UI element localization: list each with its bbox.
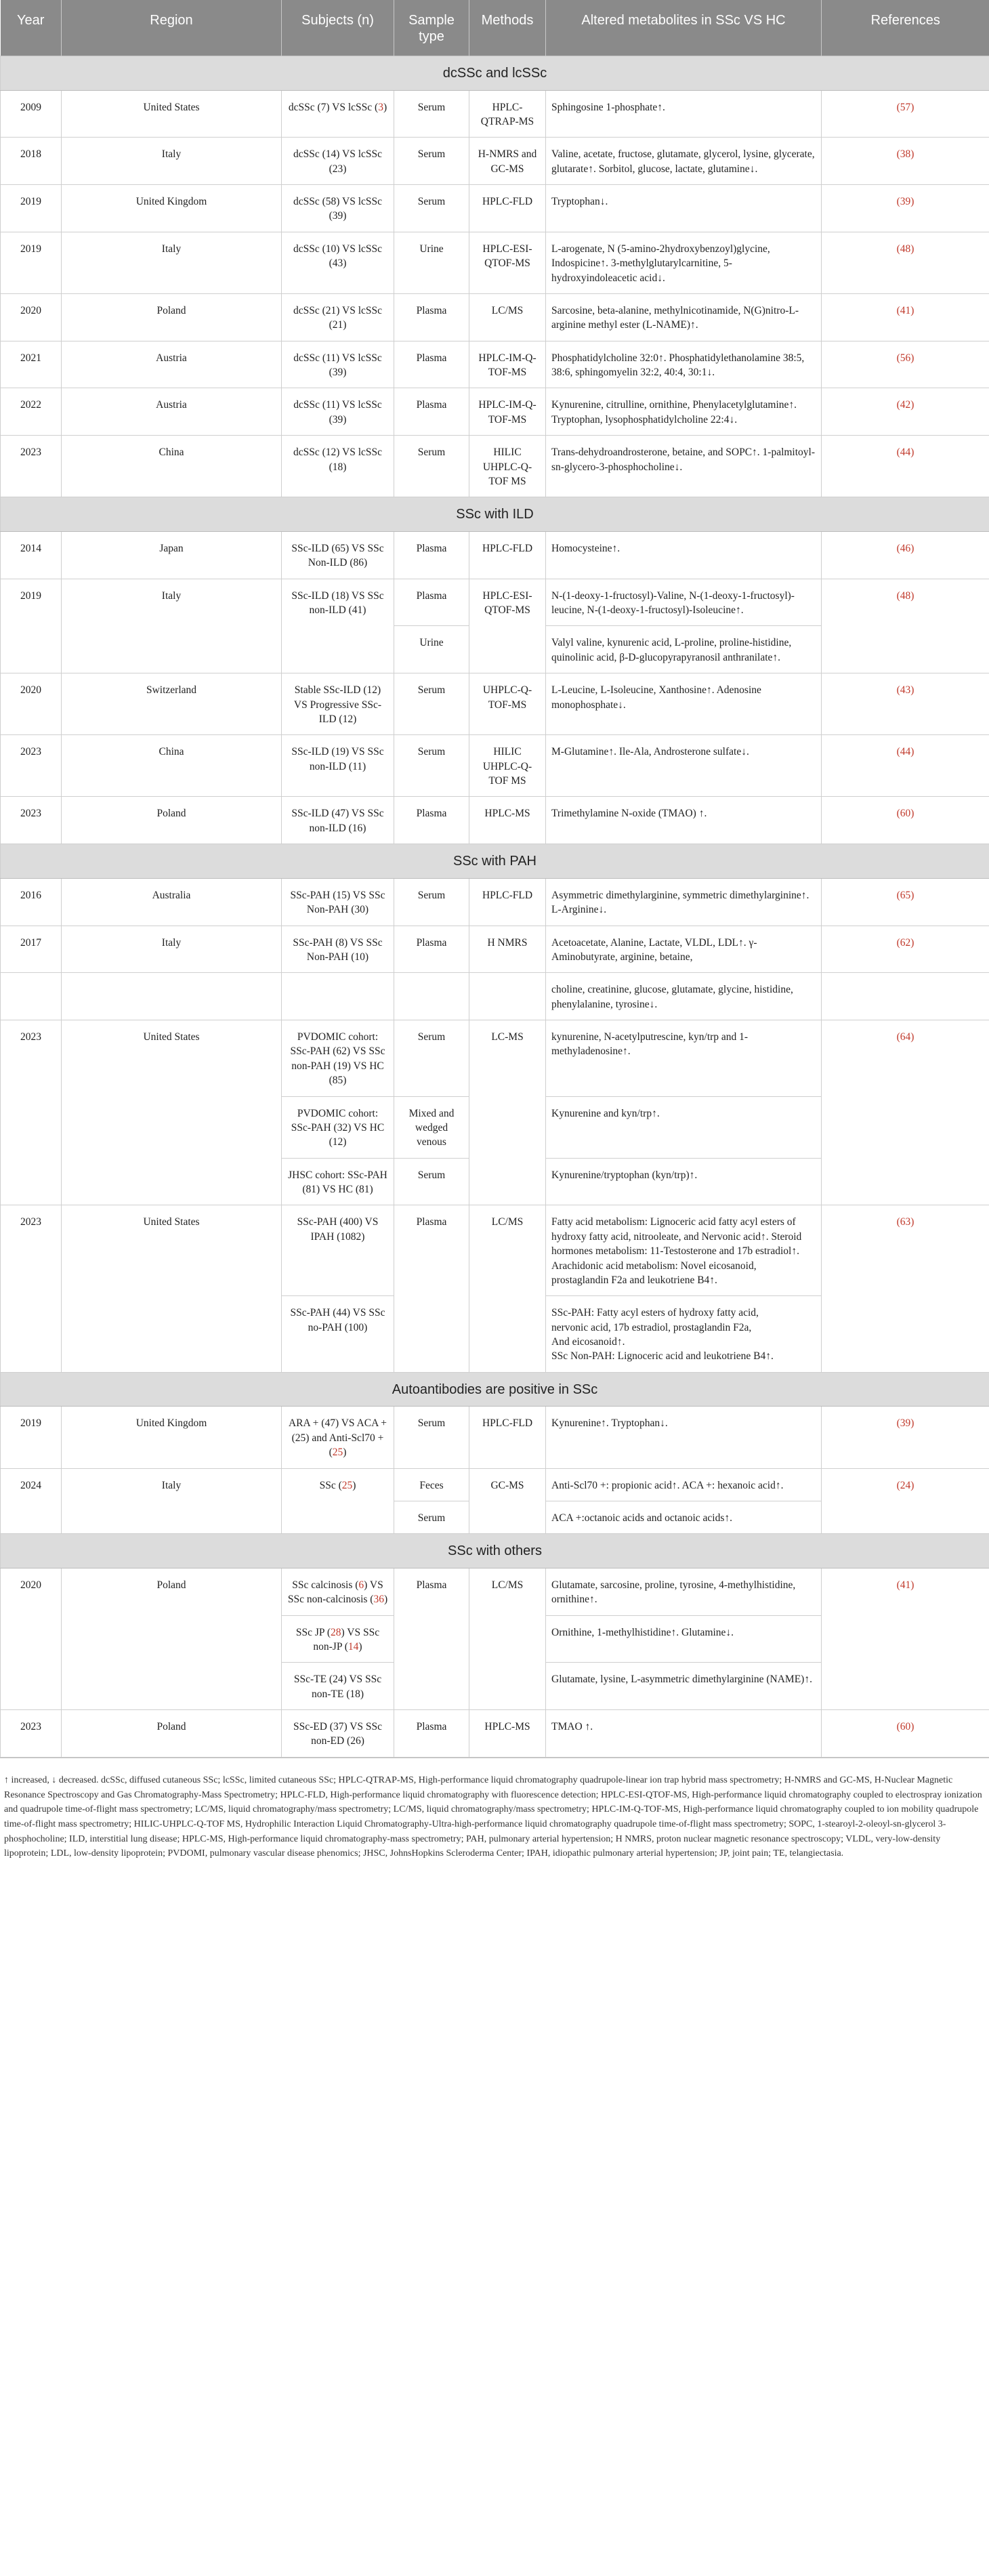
cell-methods: HPLC-FLD (469, 1407, 546, 1468)
table-row (1, 388, 989, 436)
section-title: SSc with PAH (1, 844, 989, 879)
cell-reference (822, 185, 989, 232)
section-title: SSc with ILD (1, 497, 989, 532)
cell-reference (822, 90, 989, 138)
cell-subjects: SSc-PAH (15) VS SSc Non-PAH (30) (282, 878, 394, 926)
cell-altered: TMAO ↑. (546, 1710, 822, 1758)
cell-year: 2020 (1, 293, 62, 341)
cell-year: 2021 (1, 341, 62, 388)
cell-year: 2020 (1, 1568, 62, 1709)
section-title: dcSSc and lcSSc (1, 56, 989, 91)
cell-reference (822, 1468, 989, 1534)
cell-empty (822, 973, 989, 1020)
subjects-text: SSc calcinosis ( (292, 1579, 359, 1591)
cell-sample: Serum (394, 185, 469, 232)
cell-sample: Plasma (394, 388, 469, 436)
section-row (1, 497, 989, 532)
cell-region: Austria (62, 388, 282, 436)
cell-altered: L-arogenate, N (5-amino-2hydroxybenzoyl)glycine, Indospicine↑. 3-methylglutarylcarnitine, 5-hydroxyindoleacetic acid↓. (546, 232, 822, 293)
cell-methods: HPLC-ESI-QTOF-MS (469, 232, 546, 293)
cell-region: Italy (62, 579, 282, 673)
reference-link[interactable]: (57) (896, 101, 914, 113)
reference-link[interactable]: (24) (896, 1479, 914, 1491)
cell-region: Poland (62, 1710, 282, 1758)
cell-reference (822, 531, 989, 579)
section-row (1, 1372, 989, 1407)
cell-subjects: JHSC cohort: SSc-PAH (81) VS HC (81) (282, 1158, 394, 1205)
cell-empty (394, 973, 469, 1020)
cell-year: 2023 (1, 1710, 62, 1758)
cell-sample: Feces (394, 1468, 469, 1501)
reference-link[interactable]: (44) (896, 746, 914, 758)
cell-methods: HPLC-MS (469, 797, 546, 844)
cell-year: 2024 (1, 1468, 62, 1534)
table-row (1, 579, 989, 626)
cell-altered: Anti-Scl70 +: propionic acid↑. ACA +: hexanoic acid↑. (546, 1468, 822, 1501)
reference-link[interactable]: (60) (896, 808, 914, 820)
table-row (1, 138, 989, 185)
table-row (1, 1468, 989, 1501)
cell-year: 2022 (1, 388, 62, 436)
cell-subjects: PVDOMIC cohort: SSc-PAH (32) VS HC (12) (282, 1096, 394, 1158)
cell-reference (822, 735, 989, 797)
header-altered-metabolites: Altered metabolites in SSc VS HC (546, 0, 822, 56)
cell-sample: Urine (394, 626, 469, 673)
reference-link[interactable]: 28 (331, 1626, 341, 1638)
cell-empty (469, 973, 546, 1020)
cell-sample: Plasma (394, 531, 469, 579)
cell-year: 2018 (1, 138, 62, 185)
cell-sample: Serum (394, 1158, 469, 1205)
cell-subjects: SSc-PAH (44) VS SSc no-PAH (100) (282, 1296, 394, 1373)
cell-methods: HPLC-QTRAP-MS (469, 90, 546, 138)
cell-subjects: SSc-PAH (8) VS SSc Non-PAH (10) (282, 926, 394, 973)
reference-link[interactable]: (39) (896, 1417, 914, 1430)
cell-methods: UHPLC-Q-TOF-MS (469, 673, 546, 735)
table-row (1, 673, 989, 735)
cell-year: 2019 (1, 1407, 62, 1468)
cell-reference (822, 436, 989, 497)
subjects-text: ) VS SSc non-calcinosis ( (287, 1579, 383, 1606)
cell-reference (822, 673, 989, 735)
cell-methods: HPLC-ESI-QTOF-MS (469, 579, 546, 673)
cell-sample: Serum (394, 735, 469, 797)
cell-sample: Serum (394, 138, 469, 185)
cell-altered: Valine, acetate, fructose, glutamate, glycerol, lysine, glycerate, glutarate↑. Sorbitol, glucose, lactate, glutamine↓. (546, 138, 822, 185)
subjects-text: ) (358, 1640, 362, 1653)
cell-year: 2019 (1, 232, 62, 293)
table-row (1, 436, 989, 497)
cell-altered: M-Glutamine↑. Ile-Ala, Androsterone sulfate↓. (546, 735, 822, 797)
reference-link[interactable]: (39) (896, 196, 914, 208)
subjects-text: dcSSc (7) VS lcSSc ( (288, 101, 379, 113)
cell-altered: Trans-dehydroandrosterone, betaine, and SOPC↑. 1-palmitoyl-sn-glycero-3-phosphocholine↓. (546, 436, 822, 497)
cell-sample: Plasma (394, 579, 469, 626)
cell-reference (822, 293, 989, 341)
cell-methods: H NMRS (469, 926, 546, 973)
altered-line: And eicosanoid↑. (551, 1336, 625, 1348)
cell-subjects (282, 1407, 394, 1468)
section-row (1, 56, 989, 91)
cell-altered: Fatty acid metabolism: Lignoceric acid fatty acyl esters of hydroxy fatty acid, nitrooleate, and Nervonic acid↑. Steroid hormones metabolism: 11-Testosterone and 17b estradiol↑. Arachidonic acid metabolism: Novel eicosanoid, prostaglandin F2a and leukotriene B4↑. (546, 1205, 822, 1296)
cell-sample: Plasma (394, 293, 469, 341)
reference-link[interactable]: (56) (896, 352, 914, 364)
subjects-text: ) (383, 101, 387, 113)
cell-methods: HPLC-IM-Q-TOF-MS (469, 341, 546, 388)
cell-subjects: dcSSc (21) VS lcSSc (21) (282, 293, 394, 341)
cell-methods: HILIC UHPLC-Q-TOF MS (469, 735, 546, 797)
cell-subjects: SSc-TE (24) VS SSc non-TE (18) (282, 1663, 394, 1710)
table-row (1, 926, 989, 973)
cell-altered: Sphingosine 1-phosphate↑. (546, 90, 822, 138)
header-sample-type: Sample type (394, 0, 469, 56)
cell-reference (822, 579, 989, 673)
cell-altered: Valyl valine, kynurenic acid, L-proline, proline-histidine, quinolinic acid, β-D-glucopyrapyranosil anthranilate↑. (546, 626, 822, 673)
cell-altered: Tryptophan↓. (546, 185, 822, 232)
section-title: SSc with others (1, 1534, 989, 1569)
header-methods: Methods (469, 0, 546, 56)
cell-altered: ACA +:octanoic acids and octanoic acids↑. (546, 1501, 822, 1533)
reference-link[interactable]: 3 (378, 101, 383, 113)
cell-subjects: SSc-ILD (18) VS SSc non-ILD (41) (282, 579, 394, 673)
cell-sample: Urine (394, 232, 469, 293)
cell-subjects: SSc-ILD (65) VS SSc Non-ILD (86) (282, 531, 394, 579)
cell-altered: Trimethylamine N-oxide (TMAO) ↑. (546, 797, 822, 844)
cell-year: 2016 (1, 878, 62, 926)
cell-reference (822, 926, 989, 973)
cell-sample: Serum (394, 673, 469, 735)
cell-subjects (282, 1568, 394, 1615)
cell-year: 2020 (1, 673, 62, 735)
header-subjects: Subjects (n) (282, 0, 394, 56)
cell-region: Italy (62, 926, 282, 973)
cell-subjects: dcSSc (12) VS lcSSc (18) (282, 436, 394, 497)
cell-subjects (282, 90, 394, 138)
reference-link[interactable]: (38) (896, 148, 914, 161)
cell-region: United Kingdom (62, 1407, 282, 1468)
cell-sample: Serum (394, 436, 469, 497)
cell-sample: Plasma (394, 1568, 469, 1709)
cell-subjects (282, 1468, 394, 1534)
cell-subjects: Stable SSc-ILD (12) VS Progressive SSc-ILD (12) (282, 673, 394, 735)
cell-region: Poland (62, 1568, 282, 1709)
reference-link[interactable]: (48) (896, 589, 914, 602)
cell-region: Japan (62, 531, 282, 579)
table-row (1, 531, 989, 579)
table-header-row (1, 0, 989, 56)
cell-altered: kynurenine, N-acetylputrescine, kyn/trp and 1-methyladenosine↑. (546, 1020, 822, 1097)
cell-sample: Plasma (394, 926, 469, 973)
cell-sample: Plasma (394, 797, 469, 844)
table-row (1, 1568, 989, 1615)
cell-year: 2017 (1, 926, 62, 973)
reference-link[interactable]: 25 (332, 1447, 343, 1459)
subjects-text: ) VS SSc non-JP ( (313, 1626, 380, 1653)
cell-subjects: SSc-ILD (47) VS SSc non-ILD (16) (282, 797, 394, 844)
altered-line: nervonic acid, 17b estradiol, prostaglandin F2a, (551, 1321, 752, 1333)
cell-altered: Asymmetric dimethylarginine, symmetric dimethylarginine↑. L-Arginine↓. (546, 878, 822, 926)
cell-year: 2019 (1, 579, 62, 673)
cell-altered: Kynurenine and kyn/trp↑. (546, 1096, 822, 1158)
cell-year: 2023 (1, 436, 62, 497)
cell-methods: HILIC UHPLC-Q-TOF MS (469, 436, 546, 497)
table-row (1, 735, 989, 797)
subjects-text: SSc ( (319, 1479, 342, 1491)
cell-year: 2014 (1, 531, 62, 579)
cell-empty (282, 973, 394, 1020)
cell-reference (822, 138, 989, 185)
cell-subjects: SSc-ED (37) VS SSc non-ED (26) (282, 1710, 394, 1758)
cell-methods: H-NMRS and GC-MS (469, 138, 546, 185)
cell-altered: Ornithine, 1-methylhistidine↑. Glutamine↓. (546, 1615, 822, 1663)
table-row (1, 90, 989, 138)
cell-reference (822, 1020, 989, 1205)
cell-subjects: dcSSc (10) VS lcSSc (43) (282, 232, 394, 293)
cell-region: China (62, 436, 282, 497)
table-row (1, 1710, 989, 1758)
cell-methods: HPLC-FLD (469, 185, 546, 232)
cell-subjects: dcSSc (11) VS lcSSc (39) (282, 341, 394, 388)
cell-altered: Glutamate, sarcosine, proline, tyrosine, 4-methylhistidine, ornithine↑. (546, 1568, 822, 1615)
cell-subjects: SSc-ILD (19) VS SSc non-ILD (11) (282, 735, 394, 797)
cell-subjects: dcSSc (11) VS lcSSc (39) (282, 388, 394, 436)
subjects-text: ) (343, 1447, 347, 1459)
altered-line: SSc-PAH: Fatty acyl esters of hydroxy fatty acid, (551, 1307, 759, 1319)
cell-altered: Kynurenine, citrulline, ornithine, Phenylacetylglutamine↑. Tryptophan, lysophosphatidylcholine 22:4↓. (546, 388, 822, 436)
cell-altered: choline, creatinine, glucose, glutamate, glycine, histidine, phenylalanine, tyrosine↓. (546, 973, 822, 1020)
cell-region: United States (62, 90, 282, 138)
table-footnote: ↑ increased, ↓ decreased. dcSSc, diffused cutaneous SSc; lcSSc, limited cutaneous SSc; HPLC-QTRAP-MS, High-performance liquid chromatography quadrupole-linear ion trap hybrid mass spectrometry; H-NMRS and GC-MS, H-Nuclear Magnetic Resonance Spectroscopy and Gas Chromatography-Mass Spectrometry; HPLC-FLD, High-performance liquid chromatography with fluorescence detection; HPLC-ESI-QTOF-MS, High-performance liquid chromatography coupled to electrospray ionization and quadrupole time-of-flight mass spectrometry; LC/MS, liquid chromatography/mass spectrometry; LC/MS, liquid chromatography/mass spectrometry; HPLC-IM-Q-TOF-MS, High-performance liquid chromatography coupled to ion mobility quadrupole time-of-flight mass spectrometry; HILIC-UHPLC-Q-TOF MS, Hydrophilic Interaction Liquid Chromatography-Ultra-high-performance liquid chromatography quadrupole time-of-flight mass spectrometry; SOPC, 1-stearoyl-2-oleoyl-sn-glycerol 3-phosphocholine; ILD, interstitial lung disease; HPLC-MS, High-performance liquid chromatography-mass spectrometry; PAH, pulmonary arterial hypertension; H NMRS, proton nuclear magnetic resonance spectroscopy; VLDL, very-low-density lipoprotein; LDL, low-density lipoprotein; PVDOMI, pulmonary vascular disease phenomics; JHSC, JohnsHopkins Scleroderma Center; IPAH, idiopathic pulmonary arterial hypertension; JP, joint pain; TE, telangiectasia. (0, 1758, 989, 1868)
cell-reference (822, 1568, 989, 1709)
reference-link[interactable]: (41) (896, 1579, 914, 1591)
cell-empty (62, 973, 282, 1020)
cell-sample: Plasma (394, 1710, 469, 1758)
cell-altered: Homocysteine↑. (546, 531, 822, 579)
cell-reference (822, 797, 989, 844)
cell-altered: L-Leucine, L-Isoleucine, Xanthosine↑. Adenosine monophosphate↓. (546, 673, 822, 735)
cell-reference (822, 1407, 989, 1468)
section-row (1, 844, 989, 879)
cell-methods: HPLC-MS (469, 1710, 546, 1758)
cell-sample: Serum (394, 1407, 469, 1468)
cell-reference (822, 388, 989, 436)
reference-link[interactable]: (44) (896, 446, 914, 459)
cell-region: Italy (62, 1468, 282, 1534)
reference-link[interactable]: (62) (896, 936, 914, 949)
table-row (1, 185, 989, 232)
cell-year: 2023 (1, 1020, 62, 1205)
table-row (1, 973, 989, 1020)
cell-sample: Plasma (394, 1205, 469, 1372)
reference-link[interactable]: (64) (896, 1031, 914, 1043)
cell-year: 2009 (1, 90, 62, 138)
reference-link[interactable]: (63) (896, 1216, 914, 1228)
cell-subjects (282, 1615, 394, 1663)
subjects-text: ) (383, 1594, 388, 1606)
cell-sample: Serum (394, 1020, 469, 1097)
reference-link[interactable]: (60) (896, 1721, 914, 1733)
cell-reference (822, 1205, 989, 1372)
reference-link[interactable]: (48) (896, 243, 914, 255)
cell-year: 2023 (1, 735, 62, 797)
cell-methods: LC/MS (469, 1568, 546, 1709)
header-year: Year (1, 0, 62, 56)
table-row (1, 1205, 989, 1296)
reference-link[interactable]: 14 (348, 1640, 359, 1653)
cell-altered (546, 1296, 822, 1373)
cell-sample: Serum (394, 878, 469, 926)
reference-link[interactable]: (65) (896, 889, 914, 901)
cell-sample: Plasma (394, 341, 469, 388)
cell-methods: LC/MS (469, 1205, 546, 1372)
cell-region: Poland (62, 293, 282, 341)
subjects-text: ARA + (47) VS ACA + (25) and Anti-Scl70 + ( (288, 1417, 387, 1459)
cell-methods: GC-MS (469, 1468, 546, 1534)
reference-link[interactable]: (46) (896, 542, 914, 554)
reference-link[interactable]: (41) (896, 304, 914, 316)
cell-altered: Kynurenine/tryptophan (kyn/trp)↑. (546, 1158, 822, 1205)
cell-year: 2023 (1, 1205, 62, 1372)
cell-reference (822, 878, 989, 926)
cell-region: China (62, 735, 282, 797)
header-region: Region (62, 0, 282, 56)
cell-region: United Kingdom (62, 185, 282, 232)
reference-link[interactable]: (43) (896, 684, 914, 697)
cell-empty (1, 973, 62, 1020)
cell-region: United States (62, 1020, 282, 1205)
cell-year: 2019 (1, 185, 62, 232)
table-row (1, 1407, 989, 1468)
section-row (1, 1534, 989, 1569)
reference-link[interactable]: (42) (896, 399, 914, 411)
table-row (1, 341, 989, 388)
cell-altered: N-(1-deoxy-1-fructosyl)-Valine, N-(1-deoxy-1-fructosyl)-leucine, N-(1-deoxy-1-fructosyl)-Isoleucine↑. (546, 579, 822, 626)
cell-reference (822, 341, 989, 388)
table-row (1, 1020, 989, 1097)
reference-link[interactable]: 36 (373, 1594, 384, 1606)
cell-sample: Serum (394, 90, 469, 138)
subjects-text: SSc JP ( (295, 1626, 331, 1638)
cell-altered: Sarcosine, beta-alanine, methylnicotinamide, N(G)nitro-L-arginine methyl ester (L-NAME)↑. (546, 293, 822, 341)
cell-altered: Glutamate, lysine, L-asymmetric dimethylarginine (NAME)↑. (546, 1663, 822, 1710)
cell-altered: Acetoacetate, Alanine, Lactate, VLDL, LDL↑. γ-Aminobutyrate, arginine, betaine, (546, 926, 822, 973)
cell-year: 2023 (1, 797, 62, 844)
cell-methods: HPLC-FLD (469, 878, 546, 926)
cell-sample: Mixed and wedged venous (394, 1096, 469, 1158)
cell-region: Austria (62, 341, 282, 388)
reference-link[interactable]: 6 (358, 1579, 364, 1591)
cell-methods: LC/MS (469, 293, 546, 341)
cell-subjects: SSc-PAH (400) VS IPAH (1082) (282, 1205, 394, 1296)
cell-altered: Kynurenine↑. Tryptophan↓. (546, 1407, 822, 1468)
cell-region: Australia (62, 878, 282, 926)
cell-methods: HPLC-IM-Q-TOF-MS (469, 388, 546, 436)
cell-sample: Serum (394, 1501, 469, 1533)
cell-subjects: dcSSc (14) VS lcSSc (23) (282, 138, 394, 185)
cell-altered: Phosphatidylcholine 32:0↑. Phosphatidylethanolamine 38:5, 38:6, sphingomyelin 32:2, 40:4, 30:1↓. (546, 341, 822, 388)
table-row (1, 232, 989, 293)
cell-region: Italy (62, 232, 282, 293)
cell-region: Switzerland (62, 673, 282, 735)
header-references: References (822, 0, 989, 56)
subjects-text: ) (352, 1479, 356, 1491)
cell-reference (822, 1710, 989, 1758)
cell-region: Poland (62, 797, 282, 844)
altered-line: SSc Non-PAH: Lignoceric acid and leukotriene B4↑. (551, 1350, 774, 1363)
table-row (1, 293, 989, 341)
cell-subjects: dcSSc (58) VS lcSSc (39) (282, 185, 394, 232)
cell-methods: LC-MS (469, 1020, 546, 1205)
cell-region: Italy (62, 138, 282, 185)
cell-subjects: PVDOMIC cohort: SSc-PAH (62) VS SSc non-PAH (19) VS HC (85) (282, 1020, 394, 1097)
table-row (1, 878, 989, 926)
section-title: Autoantibodies are positive in SSc (1, 1372, 989, 1407)
cell-region: United States (62, 1205, 282, 1372)
table-row (1, 797, 989, 844)
cell-reference (822, 232, 989, 293)
reference-link[interactable]: 25 (341, 1479, 353, 1491)
cell-methods: HPLC-FLD (469, 531, 546, 579)
